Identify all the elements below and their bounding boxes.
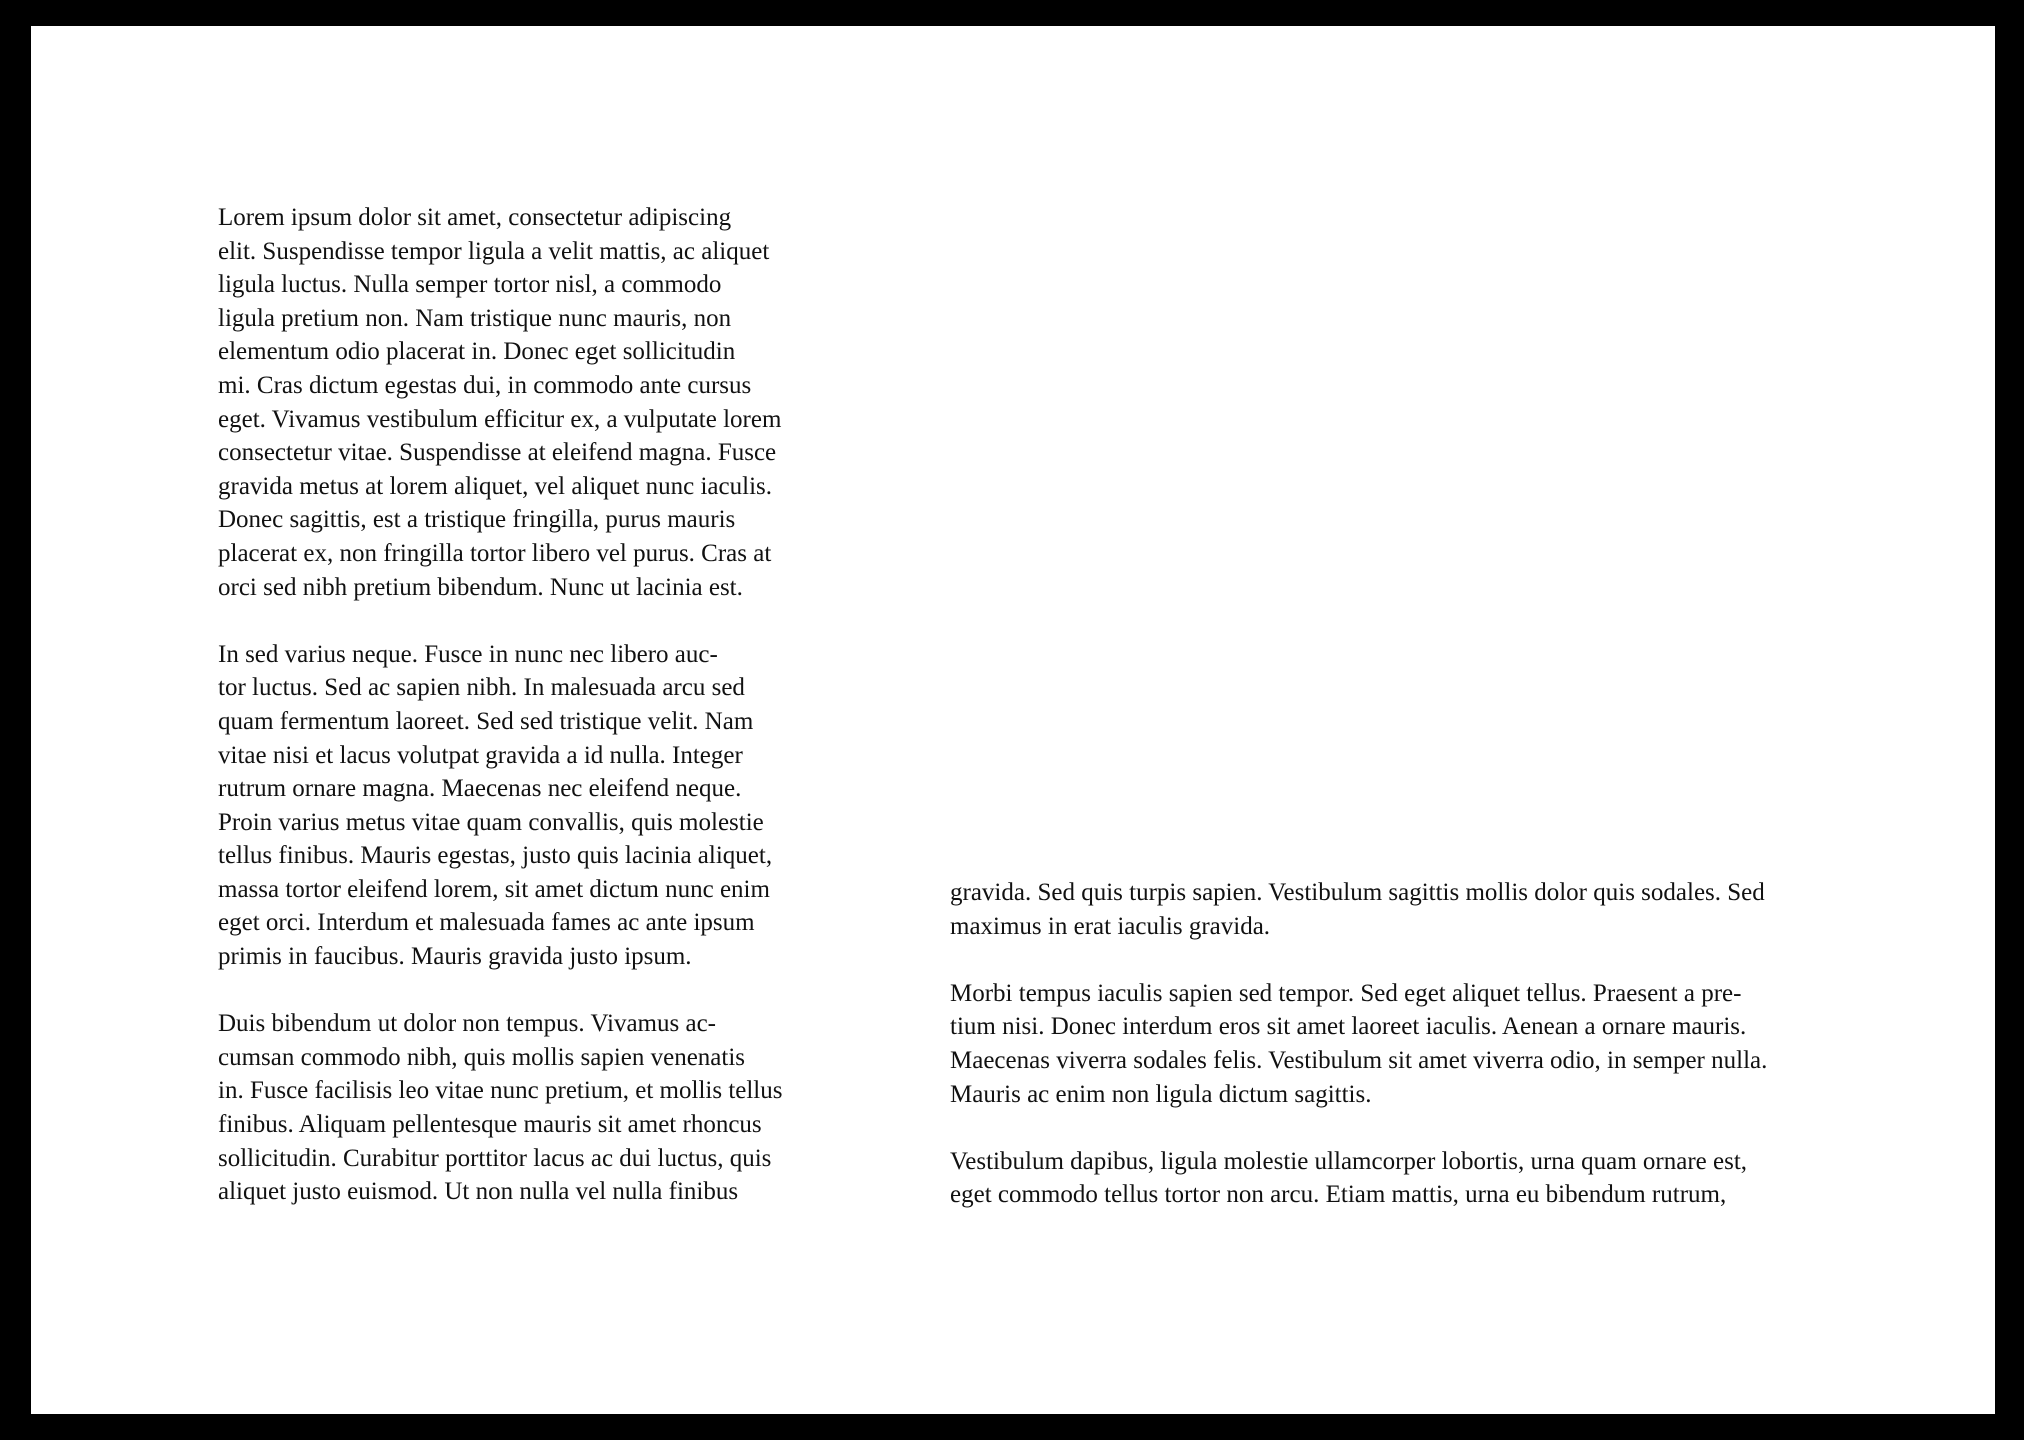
text-line: cumsan commodo nibh, quis mollis sapien venenatis [218,1043,746,1071]
text-line: Donec sagittis, est a tristique fringilla, purus mauris [218,506,736,534]
text-line: maximus in erat iaculis gravida. [950,912,1271,940]
right-text-column [950,876,1767,1246]
text-line: eget orci. Interdum et malesuada fames ac ante ipsum [218,909,755,937]
text-line: eget commodo tellus tortor non arcu. Etiam mattis, urna eu bibendum rutrum, [950,1181,1727,1209]
text-line: mi. Cras dictum egestas dui, in commodo ante cursus [218,371,752,399]
text-line: vitae nisi et lacus volutpat gravida a id nulla. Integer [218,741,743,769]
text-line: Mauris ac enim non ligula dictum sagittis. [950,1080,1372,1108]
text-line: Proin varius metus vitae quam convallis, quis molestie [218,808,764,836]
paragraph [950,977,1767,1111]
left-text-column [218,201,782,1242]
paragraph [950,876,1767,943]
text-line: gravida. Sed quis turpis sapien. Vestibulum sagittis mollis dolor quis sodales. Sed [950,879,1765,906]
text-line: aliquet justo euismod. Ut non nulla vel nulla finibus [218,1178,739,1206]
paragraph [950,1145,1767,1212]
text-line: quam fermentum laoreet. Sed sed tristique velit. Nam [218,707,754,735]
text-line: In sed varius neque. Fusce in nunc nec libero auc- [218,640,718,668]
text-line: tellus finibus. Mauris egestas, justo quis lacinia aliquet, [218,842,773,870]
text-line: Vestibulum dapibus, ligula molestie ullamcorper lobortis, urna quam ornare est, [950,1147,1748,1175]
text-line: finibus. Aliquam pellentesque mauris sit amet rhoncus [218,1111,762,1139]
text-line: ligula luctus. Nulla semper tortor nisl, a commodo [218,271,722,299]
text-line: consectetur vitae. Suspendisse at eleifend magna. Fusce [218,439,777,467]
paragraph [218,201,782,604]
text-line: ligula pretium non. Nam tristique nunc mauris, non [218,304,732,332]
text-line: tor luctus. Sed ac sapien nibh. In malesuada arcu sed [218,674,745,702]
text-line: Maecenas viverra sodales felis. Vestibulum sit amet viverra odio, in semper nulla. [950,1046,1768,1074]
text-line: massa tortor eleifend lorem, sit amet dictum nunc enim [218,875,770,903]
text-line: Duis bibendum ut dolor non tempus. Vivamus ac- [218,1010,716,1038]
text-line: placerat ex, non fringilla tortor libero vel purus. Cras at [218,539,772,567]
text-line: tium nisi. Donec interdum eros sit amet laoreet iaculis. Aenean a ornare mauris. [950,1013,1747,1041]
document-page [31,26,1995,1414]
text-line: Morbi tempus iaculis sapien sed tempor. Sed eget aliquet tellus. Praesent a pre- [950,979,1742,1007]
text-line: gravida metus at lorem aliquet, vel aliquet nunc iaculis. [218,472,772,500]
text-line: in. Fusce facilisis leo vitae nunc pretium, et mollis tellus [218,1077,783,1105]
text-line: sollicitudin. Curabitur porttitor lacus ac dui luctus, quis [218,1144,772,1172]
text-line: rutrum ornare magna. Maecenas nec eleifend neque. [218,775,742,803]
paragraph [218,1007,782,1209]
text-line: elit. Suspendisse tempor ligula a velit mattis, ac aliquet [218,237,770,265]
text-line: primis in faucibus. Mauris gravida justo ipsum. [218,943,692,971]
text-line: Lorem ipsum dolor sit amet, consectetur adipiscing [218,204,732,231]
text-line: orci sed nibh pretium bibendum. Nunc ut lacinia est. [218,573,743,601]
text-line: elementum odio placerat in. Donec eget sollicitudin [218,338,736,366]
text-line: eget. Vivamus vestibulum efficitur ex, a vulputate lorem [218,405,782,433]
paragraph [218,638,782,974]
